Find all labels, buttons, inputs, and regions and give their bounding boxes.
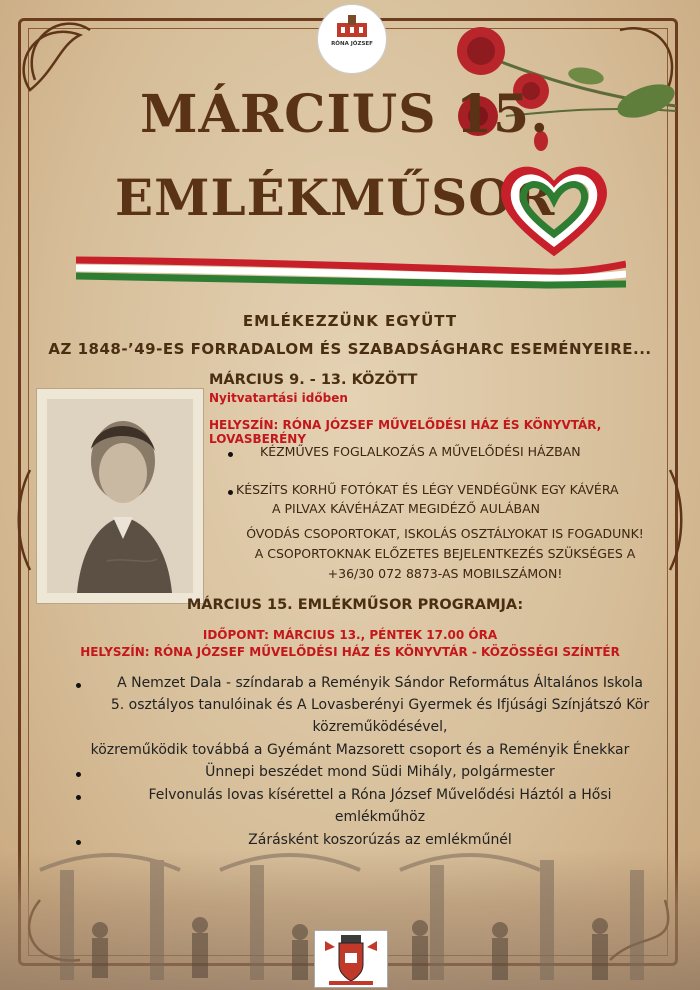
- program-item1-l2: 5. osztályos tanulóinak és A Lovasberényi Gyermek és Ifjúsági Színjátszó Kör: [110, 697, 650, 713]
- building-icon: [333, 13, 371, 39]
- coat-of-arms-icon: [315, 931, 387, 987]
- program-item2: Ünnepi beszédet mond Südi Mihály, polgármester: [205, 764, 555, 780]
- week-item-2: KÉSZÍTS KORHŰ FOTÓKAT ÉS LÉGY VENDÉGÜNK EGY KÁVÉRA: [236, 482, 619, 497]
- week-item-1: KÉZMŰVES FOGLALKOZÁS A MŰVELŐDÉSI HÁZBAN: [260, 444, 581, 459]
- program-item1-l3: közreműködésével,: [312, 719, 448, 735]
- bullet: [228, 490, 233, 495]
- petofi-portrait: [36, 388, 204, 604]
- week-venue: HELYSZÍN: RÓNA JÓZSEF MŰVELŐDÉSI HÁZ ÉS KÖNYVTÁR, LOVASBERÉNY: [209, 418, 602, 446]
- program-venue: HELYSZÍN: RÓNA JÓZSEF MŰVELŐDÉSI HÁZ ÉS KÖNYVTÁR - KÖZÖSSÉGI SZÍNTÉR: [80, 645, 620, 659]
- week-item-3: A PILVAX KÁVÉHÁZAT MEGIDÉZŐ AULÁBAN: [272, 501, 540, 516]
- venue-logo: [317, 4, 387, 74]
- program-item1-l1: A Nemzet Dala - színdarab a Reményik Sándor Református Általános Iskola: [117, 675, 643, 691]
- program-heading: MÁRCIUS 15. EMLÉKMŰSOR PROGRAMJA:: [186, 597, 524, 613]
- title-line1: MÁRCIUS 15.: [140, 84, 550, 145]
- municipal-crest: [314, 930, 388, 988]
- tricolor-heart-icon: [494, 160, 614, 260]
- groups-line2: A CSOPORTOKNAK ELŐZETES BEJELENTKEZÉS SZÜKSÉGES A: [254, 546, 636, 561]
- program-item1-l4: közreműködik továbbá a Gyémánt Mazsorett csoport és a Reményik Énekkar: [90, 742, 630, 758]
- bullet: [228, 452, 233, 457]
- program-time: IDŐPONT: MÁRCIUS 13., PÉNTEK 17.00 ÓRA: [202, 628, 498, 642]
- program-item3-l2: emlékműhöz: [334, 809, 426, 825]
- groups-line1: ÓVODÁS CSOPORTOKAT, ISKOLÁS OSZTÁLYOKAT IS FOGADUNK!: [246, 526, 644, 541]
- subtitle-line2: AZ 1848-’49-ES FORRADALOM ÉS SZABADSÁGHARC ESEMÉNYEIRE...: [48, 340, 652, 358]
- program-item3-l1: Felvonulás lovas kísérettel a Róna József Művelődési Háztól a Hősi: [148, 787, 612, 803]
- week-dates: MÁRCIUS 9. - 13. KÖZÖTT: [209, 372, 418, 388]
- portrait-icon: [37, 389, 203, 603]
- tricolor-ribbon: [76, 254, 626, 294]
- subtitle-line1: EMLÉKEZZÜNK EGYÜTT: [242, 312, 458, 330]
- logo-label: RÓNA JÓZSEF: [331, 41, 373, 47]
- program-item4: Zárásként koszorúzás az emlékműnél: [248, 832, 512, 848]
- groups-line3: +36/30 072 8873-AS MOBILSZÁMON!: [327, 566, 563, 581]
- week-hours: Nyitvatartási időben: [209, 391, 348, 405]
- title-line2: EMLÉKMŰSOR: [115, 168, 556, 227]
